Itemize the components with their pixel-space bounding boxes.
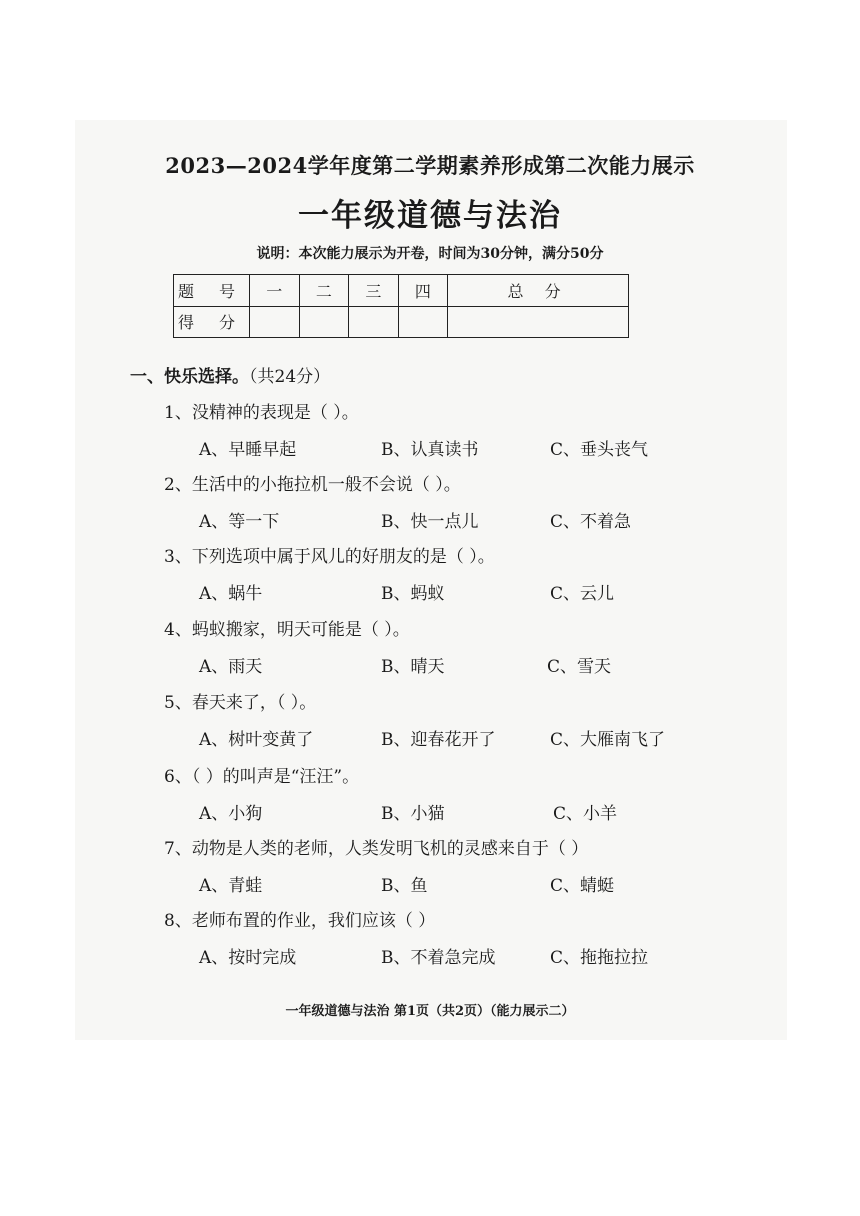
score-table-score-row <box>174 306 629 338</box>
option-a: A、小狗 <box>199 804 263 824</box>
option-c: C、大雁南飞了 <box>550 730 666 750</box>
table-cell: 一 <box>250 275 300 307</box>
score-cell <box>448 306 629 338</box>
subject-title: 一年级道德与法治 <box>298 198 562 234</box>
score-cell <box>349 306 399 338</box>
question-text: 5、春天来了，（ ）。 <box>164 693 317 713</box>
question-text: 8、老师布置的作业，我们应该（ ） <box>164 911 436 931</box>
option-a: A、青蛙 <box>199 876 263 896</box>
table-cell: 得 分 <box>174 306 250 338</box>
question-text: 3、下列选项中属于风儿的好朋友的是（ ）。 <box>164 547 495 567</box>
score-table <box>173 274 629 338</box>
option-b: B、小猫 <box>381 804 445 824</box>
option-a: A、蜗牛 <box>199 584 263 604</box>
option-b: B、鱼 <box>381 876 428 896</box>
section-heading <box>130 362 330 387</box>
score-cell <box>299 306 349 338</box>
option-b: B、晴天 <box>381 657 445 677</box>
option-a: A、雨天 <box>199 657 263 677</box>
question-text: 2、生活中的小拖拉机一般不会说（ ）。 <box>164 475 461 495</box>
table-cell: 总 分 <box>448 275 629 307</box>
table-cell: 四 <box>398 275 448 307</box>
table-cell: 三 <box>349 275 399 307</box>
option-c: C、不着急 <box>550 512 632 532</box>
table-cell: 题 号 <box>174 275 250 307</box>
option-a: A、按时完成 <box>199 948 297 968</box>
section-label: 一、快乐选择。 <box>130 367 249 387</box>
option-c: C、雪天 <box>547 657 612 677</box>
option-b: B、认真读书 <box>381 440 479 460</box>
option-c: C、拖拖拉拉 <box>550 948 649 968</box>
exam-title: 2023—2024学年度第二学期素养形成第二次能力展示 <box>165 153 695 178</box>
option-b: B、不着急完成 <box>381 948 496 968</box>
question-text: 4、蚂蚁搬家，明天可能是（ ）。 <box>164 620 410 640</box>
exam-instructions: 说明：本次能力展示为开卷，时间为30分钟，满分50分 <box>256 246 604 262</box>
option-a: A、早睡早起 <box>199 440 297 460</box>
section-points: （共24分） <box>249 367 331 387</box>
question-text: 1、没精神的表现是（ ）。 <box>164 403 359 423</box>
score-cell <box>250 306 300 338</box>
option-b: B、快一点儿 <box>381 512 479 532</box>
page-footer: 一年级道德与法治 第1页（共2页）（能力展示二） <box>285 1004 575 1019</box>
option-c: C、垂头丧气 <box>550 440 649 460</box>
option-c: C、云儿 <box>550 584 615 604</box>
option-a: A、等一下 <box>199 512 280 532</box>
option-b: B、迎春花开了 <box>381 730 496 750</box>
score-table-header-row <box>174 275 629 307</box>
score-cell <box>398 306 448 338</box>
table-cell: 二 <box>299 275 349 307</box>
question-text: 7、动物是人类的老师，人类发明飞机的灵感来自于（ ） <box>164 839 589 859</box>
option-c: C、蜻蜓 <box>550 876 615 896</box>
question-text: 6、（ ）的叫声是“汪汪”。 <box>164 767 360 787</box>
option-c: C、小羊 <box>553 804 618 824</box>
option-b: B、蚂蚁 <box>381 584 445 604</box>
option-a: A、树叶变黄了 <box>199 730 314 750</box>
